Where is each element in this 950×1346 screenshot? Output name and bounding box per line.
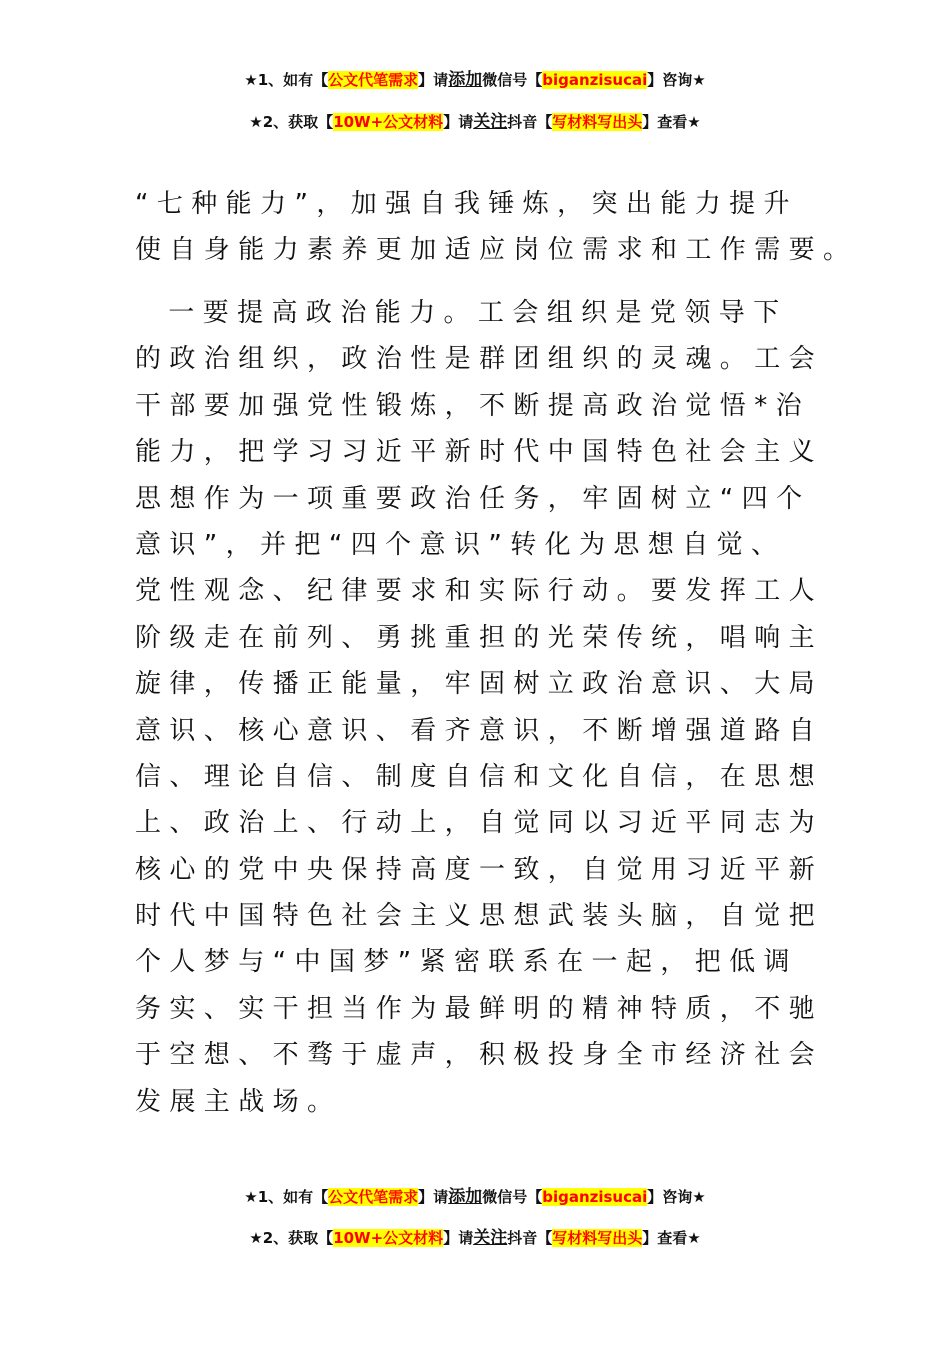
text-line: 旋律，传播正能量，牢固树立政治意识、大局 — [135, 669, 824, 700]
promo-text: 】请 — [418, 1188, 449, 1206]
promo-suffix: 】查看★ — [642, 1229, 701, 1247]
footer-promo-line-1 — [0, 1187, 950, 1207]
promo-highlight: 公文代笔需求 — [328, 71, 419, 89]
promo-text: 】请 — [443, 113, 474, 131]
promo-suffix: 】查看★ — [642, 113, 701, 131]
promo-text: 抖音【 — [507, 113, 553, 131]
text-line: 发展主战场。 — [135, 1086, 342, 1117]
promo-text: 抖音【 — [507, 1229, 553, 1247]
promo-highlight: 公文代笔需求 — [328, 1188, 419, 1206]
text-line: “七种能力”，加强自我锤炼，突出能力提升 — [135, 189, 798, 219]
promo-prefix: ★2、获取【 — [249, 113, 334, 131]
text-line: 时代中国特色社会主义思想武装头脑，自觉把 — [135, 901, 824, 932]
promo-emphasis: 关注 — [473, 1228, 508, 1248]
promo-suffix: 】咨询★ — [647, 71, 706, 89]
promo-highlight: 10W+公文材料 — [333, 1229, 444, 1247]
text-line: 阶级走在前列、勇挑重担的光荣传统，唱响主 — [135, 622, 824, 653]
promo-text: 】请 — [443, 1229, 474, 1247]
promo-prefix: ★2、获取【 — [249, 1229, 334, 1247]
promo-emphasis: 添加 — [448, 1187, 483, 1207]
text-line: 的政治组织，政治性是群团组织的灵魂。工会 — [135, 344, 824, 375]
text-line: 务实、实干担当作为最鲜明的精神特质，不驰 — [135, 993, 824, 1024]
paragraph-1 — [135, 181, 858, 274]
promo-emphasis: 关注 — [473, 112, 508, 132]
text-line: 能力，把学习习近平新时代中国特色社会主义 — [135, 437, 824, 468]
promo-highlight-wechat-id: biganzisucai — [542, 1188, 648, 1206]
promo-emphasis: 添加 — [448, 70, 483, 90]
header-promo-line-1 — [0, 70, 950, 90]
promo-text: 微信号【 — [482, 71, 543, 89]
promo-highlight: 10W+公文材料 — [333, 113, 444, 131]
text-line: 个人梦与“中国梦”紧密联系在一起，把低调 — [135, 947, 798, 978]
promo-suffix: 】咨询★ — [647, 1188, 706, 1206]
text-line: 信、理论自信、制度自信和文化自信，在思想 — [135, 761, 824, 792]
text-line: 思想作为一项重要政治任务，牢固树立“四个 — [135, 483, 811, 514]
footer-promo-line-2 — [0, 1228, 950, 1248]
promo-highlight-douyin: 写材料写出头 — [552, 1229, 643, 1247]
header-promo-line-2 — [0, 112, 950, 132]
paragraph-2 — [135, 290, 825, 1125]
text-line: 一要提高政治能力。工会组织是党领导下 — [135, 298, 788, 328]
text-line: 于空想、不骛于虚声，积极投身全市经济社会 — [135, 1040, 824, 1071]
promo-text: 微信号【 — [482, 1188, 543, 1206]
text-line: 意识”，并把“四个意识”转化为思想自觉、 — [135, 529, 786, 560]
promo-prefix: ★1、如有【 — [244, 1188, 329, 1206]
text-line: 干部要加强党性锻炼，不断提高政治觉悟*治 — [135, 390, 811, 421]
text-line: 意识、核心意识、看齐意识，不断增强道路自 — [135, 715, 824, 746]
text-line: 使自身能力素养更加适应岗位需求和工作需要。 — [135, 235, 858, 266]
promo-text: 】请 — [418, 71, 449, 89]
promo-highlight-wechat-id: biganzisucai — [542, 71, 648, 89]
text-line: 核心的党中央保持高度一致，自觉用习近平新 — [135, 854, 824, 885]
text-line: 上、政治上、行动上，自觉同以习近平同志为 — [135, 808, 824, 839]
promo-prefix: ★1、如有【 — [244, 71, 329, 89]
text-line: 党性观念、纪律要求和实际行动。要发挥工人 — [135, 576, 824, 607]
promo-highlight-douyin: 写材料写出头 — [552, 113, 643, 131]
